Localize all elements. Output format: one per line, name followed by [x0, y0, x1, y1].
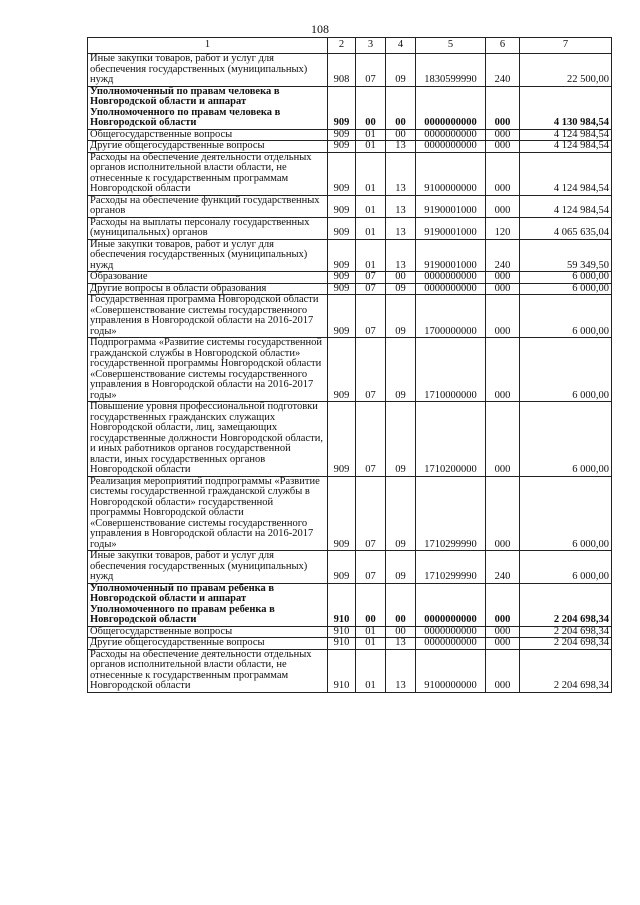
row-sum-cell: 4 065 635,04: [520, 217, 612, 239]
row-rz-cell: 01: [356, 141, 386, 153]
column-header: 7: [520, 38, 612, 54]
row-rz-cell: 00: [356, 583, 386, 626]
row-ved-cell: 909: [328, 217, 356, 239]
column-header: 1: [88, 38, 328, 54]
row-name-cell: Общегосударственные вопросы: [88, 626, 328, 638]
row-csr-cell: 9190001000: [416, 195, 486, 217]
row-name-cell: Общегосударственные вопросы: [88, 129, 328, 141]
row-csr-cell: 1710299990: [416, 551, 486, 584]
row-pr-cell: 09: [386, 54, 416, 87]
table-row: [88, 129, 612, 141]
row-ved-cell: 910: [328, 649, 356, 692]
row-pr-cell: 00: [386, 583, 416, 626]
page-number: 108: [311, 22, 329, 36]
row-csr-cell: 1710200000: [416, 402, 486, 477]
row-rz-cell: 01: [356, 152, 386, 195]
row-pr-cell: 09: [386, 402, 416, 477]
row-csr-cell: 1710000000: [416, 338, 486, 402]
table-row: [88, 295, 612, 338]
row-name-cell: Уполномоченный по правам человека в Новгородской области и аппарат Уполномоченного по правам человека в Новгородской области: [88, 86, 328, 129]
row-ved-cell: 909: [328, 551, 356, 584]
table-header-row: [88, 38, 612, 54]
row-name-cell: Реализация мероприятий подпрограммы «Развитие системы государственной гражданской службы в Новгородской области» государственной программы Новгородской области «Совершенствование системы государственного управления в Новгородской области на 2016-2017 годы»: [88, 476, 328, 551]
row-rz-cell: 01: [356, 239, 386, 272]
row-name-cell: Повышение уровня профессиональной подготовки государственных гражданских служащих Новгородской области, лиц, замещающих государственные должности Новгородской области, и иных работников органов государственной власти, иных государственных органов Новгородской области: [88, 402, 328, 477]
column-header: 2: [328, 38, 356, 54]
row-sum-cell: 6 000,00: [520, 338, 612, 402]
row-vr-cell: 000: [486, 649, 520, 692]
row-rz-cell: 07: [356, 338, 386, 402]
row-csr-cell: 9100000000: [416, 649, 486, 692]
row-vr-cell: 000: [486, 626, 520, 638]
row-ved-cell: 909: [328, 239, 356, 272]
row-pr-cell: 00: [386, 86, 416, 129]
row-pr-cell: 13: [386, 195, 416, 217]
row-rz-cell: 07: [356, 272, 386, 284]
table-row: [88, 626, 612, 638]
row-csr-cell: 9100000000: [416, 152, 486, 195]
row-pr-cell: 09: [386, 283, 416, 295]
row-ved-cell: 909: [328, 86, 356, 129]
row-csr-cell: 0000000000: [416, 129, 486, 141]
row-csr-cell: 0000000000: [416, 272, 486, 284]
row-pr-cell: 13: [386, 152, 416, 195]
row-pr-cell: 09: [386, 295, 416, 338]
row-name-cell: Другие общегосударственные вопросы: [88, 141, 328, 153]
row-rz-cell: 07: [356, 551, 386, 584]
row-ved-cell: 909: [328, 195, 356, 217]
row-name-cell: Иные закупки товаров, работ и услуг для обеспечения государственных (муниципальных) нужд: [88, 551, 328, 584]
row-ved-cell: 909: [328, 283, 356, 295]
budget-table: [87, 37, 612, 693]
table-row: [88, 239, 612, 272]
row-sum-cell: 6 000,00: [520, 295, 612, 338]
table-row: [88, 283, 612, 295]
row-sum-cell: 6 000,00: [520, 283, 612, 295]
row-pr-cell: 13: [386, 638, 416, 650]
row-sum-cell: 4 124 984,54: [520, 195, 612, 217]
column-header: 6: [486, 38, 520, 54]
table-row: [88, 141, 612, 153]
row-rz-cell: 01: [356, 638, 386, 650]
row-rz-cell: 00: [356, 86, 386, 129]
row-vr-cell: 000: [486, 402, 520, 477]
row-ved-cell: 909: [328, 272, 356, 284]
row-ved-cell: 909: [328, 476, 356, 551]
row-pr-cell: 13: [386, 217, 416, 239]
row-ved-cell: 909: [328, 402, 356, 477]
table-row: [88, 54, 612, 87]
row-pr-cell: 13: [386, 239, 416, 272]
row-ved-cell: 909: [328, 338, 356, 402]
row-rz-cell: 07: [356, 54, 386, 87]
row-ved-cell: 909: [328, 152, 356, 195]
row-rz-cell: 01: [356, 195, 386, 217]
row-vr-cell: 240: [486, 551, 520, 584]
row-vr-cell: 000: [486, 152, 520, 195]
row-vr-cell: 240: [486, 239, 520, 272]
row-pr-cell: 09: [386, 338, 416, 402]
row-vr-cell: 000: [486, 338, 520, 402]
row-rz-cell: 07: [356, 402, 386, 477]
row-sum-cell: 4 124 984,54: [520, 152, 612, 195]
row-vr-cell: 000: [486, 141, 520, 153]
row-rz-cell: 01: [356, 217, 386, 239]
column-header: 5: [416, 38, 486, 54]
row-ved-cell: 910: [328, 638, 356, 650]
row-sum-cell: 59 349,50: [520, 239, 612, 272]
row-pr-cell: 13: [386, 141, 416, 153]
table-row: [88, 272, 612, 284]
table-row: [88, 583, 612, 626]
row-pr-cell: 09: [386, 476, 416, 551]
row-vr-cell: 000: [486, 295, 520, 338]
table-row: [88, 476, 612, 551]
row-ved-cell: 909: [328, 295, 356, 338]
row-csr-cell: 0000000000: [416, 283, 486, 295]
row-name-cell: Расходы на обеспечение деятельности отдельных органов исполнительной власти области, не отнесенные к государственным программам Новгородской области: [88, 152, 328, 195]
row-sum-cell: 22 500,00: [520, 54, 612, 87]
row-sum-cell: 4 130 984,54: [520, 86, 612, 129]
row-csr-cell: 9190001000: [416, 239, 486, 272]
table-row: [88, 152, 612, 195]
row-sum-cell: 2 204 698,34: [520, 638, 612, 650]
row-csr-cell: 1710299990: [416, 476, 486, 551]
table-row: [88, 86, 612, 129]
row-ved-cell: 909: [328, 141, 356, 153]
row-vr-cell: 240: [486, 54, 520, 87]
row-ved-cell: 910: [328, 583, 356, 626]
table-row: [88, 638, 612, 650]
column-header: 4: [386, 38, 416, 54]
table-row: [88, 195, 612, 217]
row-csr-cell: 1830599990: [416, 54, 486, 87]
row-csr-cell: 0000000000: [416, 638, 486, 650]
row-name-cell: Уполномоченный по правам ребенка в Новгородской области и аппарат Уполномоченного по правам ребенка в Новгородской области: [88, 583, 328, 626]
row-pr-cell: 09: [386, 551, 416, 584]
row-name-cell: Государственная программа Новгородской области «Совершенствование системы государственного управления в Новгородской области на 2016-2017 годы»: [88, 295, 328, 338]
row-csr-cell: 9190001000: [416, 217, 486, 239]
row-sum-cell: 6 000,00: [520, 551, 612, 584]
row-vr-cell: 000: [486, 638, 520, 650]
row-rz-cell: 07: [356, 283, 386, 295]
row-sum-cell: 2 204 698,34: [520, 626, 612, 638]
row-name-cell: Расходы на выплаты персоналу государственных (муниципальных) органов: [88, 217, 328, 239]
row-pr-cell: 00: [386, 272, 416, 284]
row-name-cell: Другие вопросы в области образования: [88, 283, 328, 295]
row-name-cell: Расходы на обеспечение деятельности отдельных органов исполнительной власти области, не отнесенные к государственным программам Новгородской области: [88, 649, 328, 692]
row-vr-cell: 000: [486, 195, 520, 217]
row-sum-cell: 4 124 984,54: [520, 141, 612, 153]
row-name-cell: Другие общегосударственные вопросы: [88, 638, 328, 650]
row-rz-cell: 01: [356, 649, 386, 692]
row-csr-cell: 0000000000: [416, 626, 486, 638]
row-sum-cell: 2 204 698,34: [520, 649, 612, 692]
table-row: [88, 551, 612, 584]
row-sum-cell: 2 204 698,34: [520, 583, 612, 626]
row-vr-cell: 000: [486, 129, 520, 141]
row-vr-cell: 000: [486, 583, 520, 626]
row-ved-cell: 908: [328, 54, 356, 87]
row-pr-cell: 00: [386, 626, 416, 638]
row-sum-cell: 6 000,00: [520, 402, 612, 477]
row-vr-cell: 000: [486, 272, 520, 284]
row-rz-cell: 01: [356, 129, 386, 141]
row-name-cell: Подпрограмма «Развитие системы государственной гражданской службы в Новгородской области» государственной программы Новгородской области «Совершенствование системы государственного управления в Новгородской области на 2016-2017 годы»: [88, 338, 328, 402]
row-name-cell: Иные закупки товаров, работ и услуг для обеспечения государственных (муниципальных) нужд: [88, 239, 328, 272]
row-pr-cell: 13: [386, 649, 416, 692]
row-sum-cell: 4 124 984,54: [520, 129, 612, 141]
row-name-cell: Образование: [88, 272, 328, 284]
row-sum-cell: 6 000,00: [520, 272, 612, 284]
row-vr-cell: 000: [486, 86, 520, 129]
row-vr-cell: 000: [486, 283, 520, 295]
row-ved-cell: 909: [328, 129, 356, 141]
row-rz-cell: 07: [356, 476, 386, 551]
table-row: [88, 402, 612, 477]
row-csr-cell: 1700000000: [416, 295, 486, 338]
row-sum-cell: 6 000,00: [520, 476, 612, 551]
table-row: [88, 217, 612, 239]
row-vr-cell: 120: [486, 217, 520, 239]
row-ved-cell: 910: [328, 626, 356, 638]
row-csr-cell: 0000000000: [416, 141, 486, 153]
row-rz-cell: 01: [356, 626, 386, 638]
row-csr-cell: 0000000000: [416, 86, 486, 129]
row-csr-cell: 0000000000: [416, 583, 486, 626]
column-header: 3: [356, 38, 386, 54]
row-name-cell: Расходы на обеспечение функций государственных органов: [88, 195, 328, 217]
table-row: [88, 649, 612, 692]
row-rz-cell: 07: [356, 295, 386, 338]
row-name-cell: Иные закупки товаров, работ и услуг для обеспечения государственных (муниципальных) нужд: [88, 54, 328, 87]
row-pr-cell: 00: [386, 129, 416, 141]
table-row: [88, 338, 612, 402]
row-vr-cell: 000: [486, 476, 520, 551]
